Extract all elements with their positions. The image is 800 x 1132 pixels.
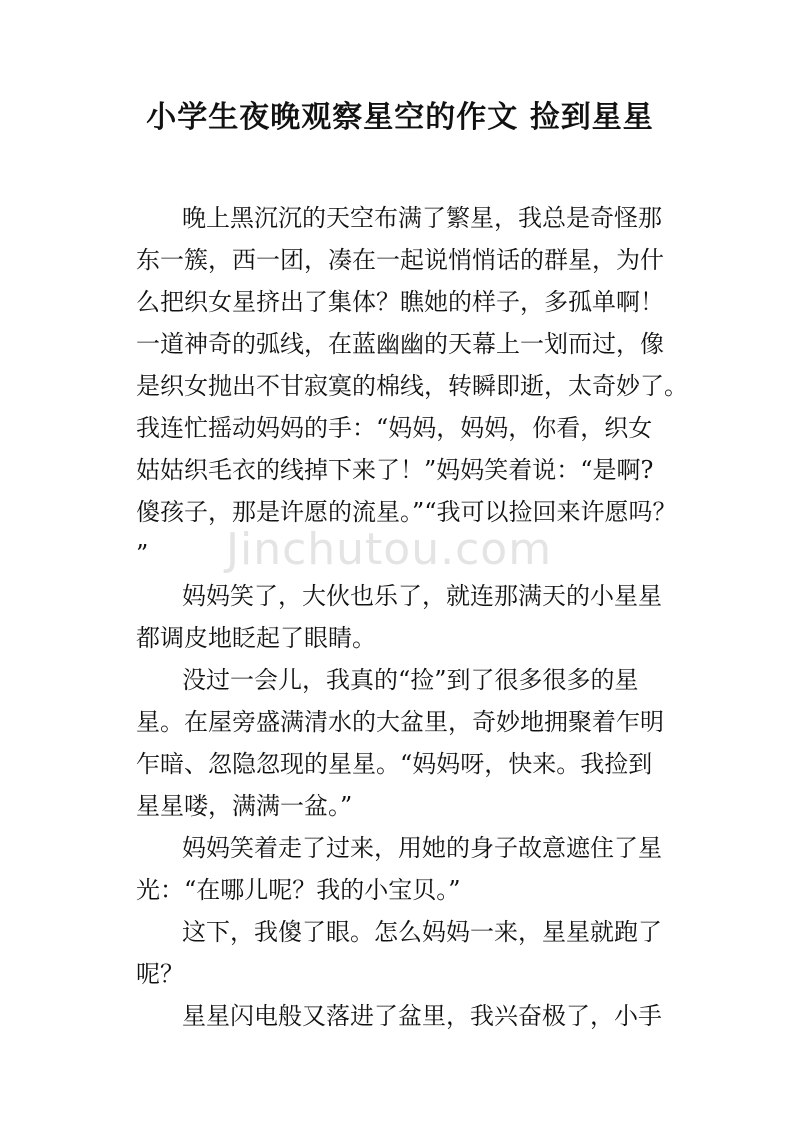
watermark: Jinchutou.com: [226, 524, 553, 575]
text-line: 晚上黑沉沉的天空布满了繁星，我总是奇怪那: [182, 204, 662, 232]
text-line: 一道神奇的弧线，在蓝幽幽的天幕上一划而过，像: [136, 330, 664, 358]
text-line: 姑姑织毛衣的线掉下来了！”妈妈笑着说：“是啊?: [136, 456, 654, 484]
text-line: 这下，我傻了眼。怎么妈妈一来，星星就跑了: [182, 918, 662, 946]
text-line: 是织女抛出不甘寂寞的棉线，转瞬即逝，太奇妙了。: [136, 372, 688, 400]
text-line: 星星喽，满满一盆。”: [136, 792, 353, 820]
text-line: 妈妈笑着走了过来，用她的身子故意遮住了星: [182, 834, 662, 862]
text-line: 东一簇，西一团，凑在一起说悄悄话的群星，为什: [136, 246, 664, 274]
text-line: 妈妈笑了，大伙也乐了，就连那满天的小星星: [182, 582, 662, 610]
page-title: 小学生夜晚观察星空的作文 捡到星星: [146, 100, 654, 135]
text-line: 星星闪电般又落进了盆里，我兴奋极了，小手: [182, 1002, 662, 1030]
text-line: 没过一会儿，我真的“捡”到了很多很多的星: [182, 666, 639, 694]
text-line: 么把织女星挤出了集体？瞧她的样子，多孤单啊！: [136, 288, 664, 316]
text-line: 光：“在哪儿呢？我的小宝贝。”: [136, 876, 461, 904]
text-line: 都调皮地眨起了眼睛。: [136, 624, 376, 652]
text-line: 我连忙摇动妈妈的手：“妈妈，妈妈，你看，织女: [136, 414, 653, 442]
text-line: 星。在屋旁盛满清水的大盆里，奇妙地拥聚着乍明: [136, 708, 664, 736]
text-line: 乍暗、忽隐忽现的星星。“妈妈呀，快来。我捡到: [136, 750, 653, 778]
text-line: 呢？: [136, 960, 184, 988]
text-line: 傻孩子，那是许愿的流星。”“我可以捡回来许愿吗？: [136, 498, 677, 526]
text-line: ”: [136, 540, 149, 568]
